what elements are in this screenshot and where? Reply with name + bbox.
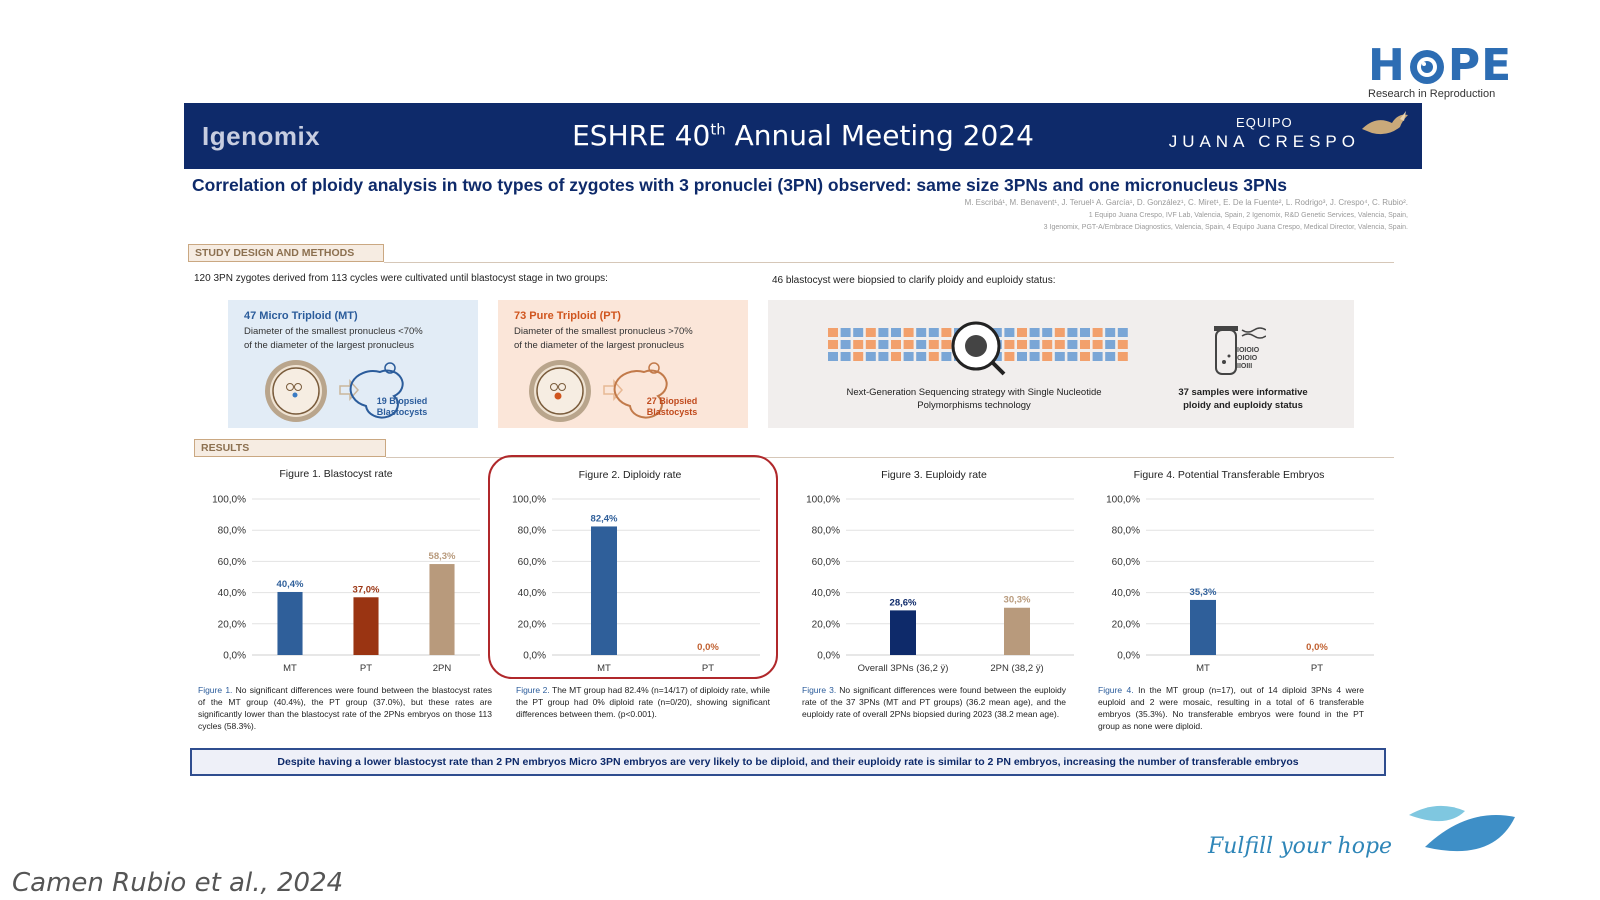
snp-cell bbox=[878, 328, 888, 337]
y-tick-label: 20,0% bbox=[1111, 619, 1140, 631]
figure-3-caption-text: No significant differences were found between the euploidy rate of the 37 3PNs (MT and PT groups) (36.2 mean age), and the euploidy rate of overall 2PNs biopsied during 2023 (38.2 mean age). bbox=[802, 685, 1066, 719]
bar bbox=[1190, 600, 1216, 655]
pt-title: 73 Pure Triploid (PT) bbox=[514, 310, 621, 322]
pure-triploid-box bbox=[498, 300, 748, 428]
snp-cell bbox=[1093, 340, 1103, 349]
snp-cell bbox=[1017, 340, 1027, 349]
y-tick-label: 100,0% bbox=[212, 494, 246, 506]
hope-logo-subtitle: Research in Reproduction bbox=[1368, 88, 1496, 100]
figure-1-caption-label: Figure 1. bbox=[198, 685, 233, 695]
y-tick-label: 0,0% bbox=[523, 650, 546, 662]
x-tick-label: 2PN (38,2 ÿ) bbox=[990, 663, 1044, 674]
snp-cell bbox=[1118, 340, 1128, 349]
igenomix-logo: Igenomix bbox=[202, 121, 321, 151]
snp-cell bbox=[1042, 352, 1052, 361]
figure-3-chart bbox=[788, 483, 1088, 683]
mt-description-line2: of the diameter of the largest pronucleus bbox=[244, 340, 415, 351]
bar bbox=[1004, 608, 1030, 655]
study-design-divider bbox=[384, 262, 1394, 263]
y-tick-label: 0,0% bbox=[1117, 650, 1140, 662]
snp-cell bbox=[841, 328, 851, 337]
y-tick-label: 80,0% bbox=[517, 525, 546, 537]
eye-icon bbox=[1407, 46, 1447, 86]
snp-cell bbox=[1017, 352, 1027, 361]
poster-affiliation-1: 1 Equipo Juana Crespo, IVF Lab, Valencia, Spain, 2 Igenomix, R&D Genetic Services, Valencia, Spain, bbox=[1088, 212, 1408, 219]
data-label: 40,4% bbox=[276, 578, 304, 590]
juana-crespo-logo-line2: JUANA CRESPO bbox=[1168, 132, 1360, 151]
poster-banner bbox=[184, 103, 1422, 169]
data-label: 28,6% bbox=[889, 597, 917, 609]
snp-cell bbox=[1055, 340, 1065, 349]
snp-cell bbox=[853, 328, 863, 337]
figure-4-caption-text: In the MT group (n=17), out of 14 diploid 3PNs 4 were euploid and 2 were mosaic, resulting in a total of 6 transferable embryos (35.3%). No transferable embryos were found in the PT group as none were diploid. bbox=[1098, 685, 1364, 731]
y-tick-label: 80,0% bbox=[217, 525, 246, 537]
snp-cell bbox=[941, 340, 951, 349]
data-label: 0,0% bbox=[697, 642, 719, 653]
juana-crespo-logo-line1: EQUIPO bbox=[1236, 115, 1293, 130]
study-intro-left: 120 3PN zygotes derived from 113 cycles were cultivated until blastocyst stage in two groups: bbox=[194, 273, 608, 284]
snp-cell bbox=[853, 352, 863, 361]
snp-cell bbox=[1004, 340, 1014, 349]
snp-cell bbox=[1042, 328, 1052, 337]
hope-logo bbox=[1368, 40, 1513, 104]
snp-cell bbox=[1105, 340, 1115, 349]
study-design-heading: STUDY DESIGN AND METHODS bbox=[188, 244, 384, 262]
snp-cell bbox=[866, 340, 876, 349]
snp-cell bbox=[1093, 328, 1103, 337]
snp-cell bbox=[1067, 328, 1077, 337]
figure-3-caption bbox=[802, 684, 1066, 720]
figure-2-caption bbox=[516, 684, 770, 720]
binary-code-line2: OIOIO bbox=[1237, 355, 1258, 362]
pt-biopsied-count-line2: Blastocysts bbox=[646, 407, 698, 417]
pt-description-line1: Diameter of the smallest pronucleus >70% bbox=[514, 326, 693, 337]
poster-title: Correlation of ploidy analysis in two types of zygotes with 3 pronuclei (3PN) observed: same size 3PNs and one micronucleus 3PNs bbox=[192, 175, 1287, 195]
y-tick-label: 60,0% bbox=[517, 556, 546, 568]
snp-cell bbox=[1118, 352, 1128, 361]
figure-3-title: Figure 3. Euploidy rate bbox=[881, 469, 987, 481]
y-tick-label: 40,0% bbox=[811, 588, 840, 600]
pt-biopsied-count bbox=[642, 396, 702, 418]
snp-cell bbox=[1067, 340, 1077, 349]
y-tick-label: 60,0% bbox=[811, 556, 840, 568]
y-tick-label: 40,0% bbox=[217, 588, 246, 600]
snp-cell bbox=[828, 340, 838, 349]
snp-cell bbox=[904, 352, 914, 361]
y-tick-label: 80,0% bbox=[1111, 525, 1140, 537]
snp-cell bbox=[904, 328, 914, 337]
samples-caption bbox=[1158, 386, 1328, 412]
snp-cell bbox=[1105, 352, 1115, 361]
figure-2-caption-label: Figure 2. bbox=[516, 685, 550, 695]
snp-cell bbox=[891, 352, 901, 361]
data-label: 35,3% bbox=[1189, 586, 1217, 598]
figure-2-caption-text: The MT group had 82.4% (n=14/17) of diploidy rate, while the PT group had 0% diploid rate (n=0/20), showing significant differences between them. (p<0.001). bbox=[516, 685, 771, 719]
hope-logo-wordmark bbox=[1368, 42, 1512, 90]
snp-cell bbox=[1055, 352, 1065, 361]
y-tick-label: 20,0% bbox=[517, 619, 546, 631]
binary-code-line3: IIOIII bbox=[1237, 363, 1253, 370]
y-tick-label: 20,0% bbox=[811, 619, 840, 631]
snp-sequencing-icon bbox=[824, 318, 1134, 378]
figure-1-title: Figure 1. Blastocyst rate bbox=[279, 468, 393, 480]
snp-cell bbox=[916, 340, 926, 349]
x-tick-label: PT bbox=[701, 663, 715, 674]
x-tick-label: Overall 3PNs (36,2 ÿ) bbox=[857, 663, 949, 674]
snp-cell bbox=[841, 352, 851, 361]
figure-2-title: Figure 2. Diploidy rate bbox=[578, 469, 682, 481]
snp-cell bbox=[828, 352, 838, 361]
juana-crespo-logo bbox=[1169, 115, 1360, 152]
snp-cell bbox=[929, 328, 939, 337]
y-tick-label: 20,0% bbox=[217, 619, 246, 631]
results-heading: RESULTS bbox=[194, 439, 386, 457]
figure-1-chart bbox=[194, 483, 494, 683]
pt-biopsied-count-line1: 27 Biopsied bbox=[646, 396, 698, 406]
banner-title-main: ESHRE 40 bbox=[572, 119, 711, 152]
micro-triploid-box bbox=[228, 300, 478, 428]
snp-cell bbox=[1055, 328, 1065, 337]
snp-cell bbox=[866, 328, 876, 337]
snp-cell bbox=[941, 352, 951, 361]
hope-logo-pe: PE bbox=[1447, 40, 1513, 91]
magnifier-lens bbox=[965, 335, 987, 357]
y-tick-label: 60,0% bbox=[217, 556, 246, 568]
data-label: 0,0% bbox=[1306, 642, 1328, 653]
test-tube-dna-icon bbox=[1214, 324, 1266, 378]
snp-cell bbox=[929, 340, 939, 349]
snp-cell bbox=[1080, 340, 1090, 349]
snp-cell bbox=[1030, 340, 1040, 349]
y-tick-label: 40,0% bbox=[517, 588, 546, 600]
y-tick-label: 80,0% bbox=[811, 525, 840, 537]
samples-caption-line1: 37 samples were informative bbox=[1178, 387, 1308, 398]
snp-cell bbox=[941, 328, 951, 337]
conclusion-box: Despite having a lower blastocyst rate than 2 PN embryos Micro 3PN embryos are very likely to be diploid, and their euploidy rate is similar to 2 PN embryos, increasing the number of transferable embryos bbox=[190, 748, 1386, 776]
snp-cell bbox=[1105, 328, 1115, 337]
y-tick-label: 60,0% bbox=[1111, 556, 1140, 568]
y-tick-label: 100,0% bbox=[1106, 494, 1140, 506]
poster-authors: M. Escribá¹, M. Benavent¹, J. Teruel¹ A. García¹, D. González¹, C. Miret¹, E. De la Fuente², L. Rodrigo³, J. Crespo⁴, C. Rubio². bbox=[964, 198, 1408, 207]
ngs-box bbox=[768, 300, 1354, 428]
snp-cell bbox=[828, 328, 838, 337]
figure-3-caption-label: Figure 3. bbox=[802, 685, 837, 695]
x-tick-label: MT bbox=[283, 663, 297, 674]
pt-description bbox=[514, 325, 693, 353]
snp-cell bbox=[1030, 352, 1040, 361]
x-tick-label: MT bbox=[1196, 663, 1210, 674]
y-tick-label: 100,0% bbox=[512, 494, 546, 506]
data-label: 82,4% bbox=[590, 513, 618, 525]
banner-title-sup: th bbox=[710, 120, 726, 139]
binary-code-line1: IOIOIO bbox=[1237, 347, 1260, 354]
banner-title-rest: Annual Meeting 2024 bbox=[725, 119, 1034, 152]
snp-cell bbox=[1067, 352, 1077, 361]
snp-cell bbox=[916, 328, 926, 337]
snp-cell bbox=[1030, 328, 1040, 337]
data-label: 58,3% bbox=[428, 551, 456, 563]
snp-cell bbox=[916, 352, 926, 361]
bar bbox=[277, 592, 302, 655]
snp-cell bbox=[1004, 352, 1014, 361]
x-tick-label: MT bbox=[597, 663, 611, 674]
ngs-caption-line1: Next-Generation Sequencing strategy with Single Nucleotide bbox=[846, 387, 1102, 398]
data-label: 37,0% bbox=[352, 584, 380, 596]
figure-4-caption bbox=[1098, 684, 1364, 732]
snp-cell bbox=[878, 352, 888, 361]
snp-cell bbox=[904, 340, 914, 349]
snp-cell bbox=[853, 340, 863, 349]
figure-4-chart bbox=[1088, 483, 1388, 683]
y-tick-label: 100,0% bbox=[806, 494, 840, 506]
figure-1-caption bbox=[198, 684, 492, 732]
snp-cell bbox=[891, 340, 901, 349]
snp-cell bbox=[841, 340, 851, 349]
figure-1-caption-text: No significant differences were found between the blastocyst rates of the MT group (40.4%), the PT group (37.0%), but these rates are significantly lower than the blastocyst rate of the 2PNs embryos on those 113 cycles (58.3%). bbox=[198, 685, 492, 731]
snp-cell bbox=[929, 352, 939, 361]
y-tick-label: 40,0% bbox=[1111, 588, 1140, 600]
magnifier-handle bbox=[992, 362, 1004, 374]
bird-icon bbox=[1358, 109, 1412, 139]
bar bbox=[890, 610, 916, 655]
snp-cell bbox=[866, 352, 876, 361]
citation: Camen Rubio et al., 2024 bbox=[12, 868, 344, 898]
bar bbox=[429, 564, 454, 655]
x-tick-label: 2PN bbox=[432, 663, 452, 674]
mt-biopsied-count-line1: 19 Biopsied bbox=[376, 396, 428, 406]
samples-caption-line2: ploidy and euploidy status bbox=[1183, 400, 1303, 411]
mt-description-line1: Diameter of the smallest pronucleus <70% bbox=[244, 326, 423, 337]
ngs-caption bbox=[824, 386, 1124, 412]
x-tick-label: PT bbox=[1310, 663, 1324, 674]
snp-cell bbox=[1080, 328, 1090, 337]
study-intro-right: 46 blastocyst were biopsied to clarify ploidy and euploidy status: bbox=[772, 275, 1056, 286]
leaf-logo-icon bbox=[1407, 803, 1517, 863]
snp-cell bbox=[1080, 352, 1090, 361]
poster-affiliation-2: 3 Igenomix, PGT-A/Embrace Diagnostics, Valencia, Spain, 4 Equipo Juana Crespo, Medical Director, Valencia, Spain. bbox=[1043, 224, 1408, 231]
mt-description bbox=[244, 325, 423, 353]
bar bbox=[353, 597, 378, 655]
slogan: Fulfill your hope bbox=[1208, 834, 1393, 859]
snp-cell bbox=[1093, 352, 1103, 361]
snp-cell bbox=[891, 328, 901, 337]
mt-biopsied-count-line2: Blastocysts bbox=[376, 407, 428, 417]
x-tick-label: PT bbox=[359, 663, 373, 674]
mt-title: 47 Micro Triploid (MT) bbox=[244, 310, 358, 322]
snp-cell bbox=[878, 340, 888, 349]
snp-cell bbox=[1042, 340, 1052, 349]
ngs-caption-line2: Polymorphisms technology bbox=[917, 400, 1031, 411]
poster bbox=[184, 103, 1422, 793]
snp-cell bbox=[1004, 328, 1014, 337]
y-tick-label: 0,0% bbox=[817, 650, 840, 662]
y-tick-label: 0,0% bbox=[223, 650, 246, 662]
mt-biopsied-count bbox=[372, 396, 432, 418]
figure-2-highlight bbox=[488, 455, 778, 679]
snp-cell bbox=[1017, 328, 1027, 337]
figure-4-caption-label: Figure 4. bbox=[1098, 685, 1134, 695]
snp-cell bbox=[1118, 328, 1128, 337]
data-label: 30,3% bbox=[1003, 594, 1031, 606]
pt-description-line2: of the diameter of the largest pronucleus bbox=[514, 340, 685, 351]
hope-logo-h: H bbox=[1368, 40, 1406, 91]
figure-4-title: Figure 4. Potential Transferable Embryos bbox=[1133, 469, 1325, 481]
